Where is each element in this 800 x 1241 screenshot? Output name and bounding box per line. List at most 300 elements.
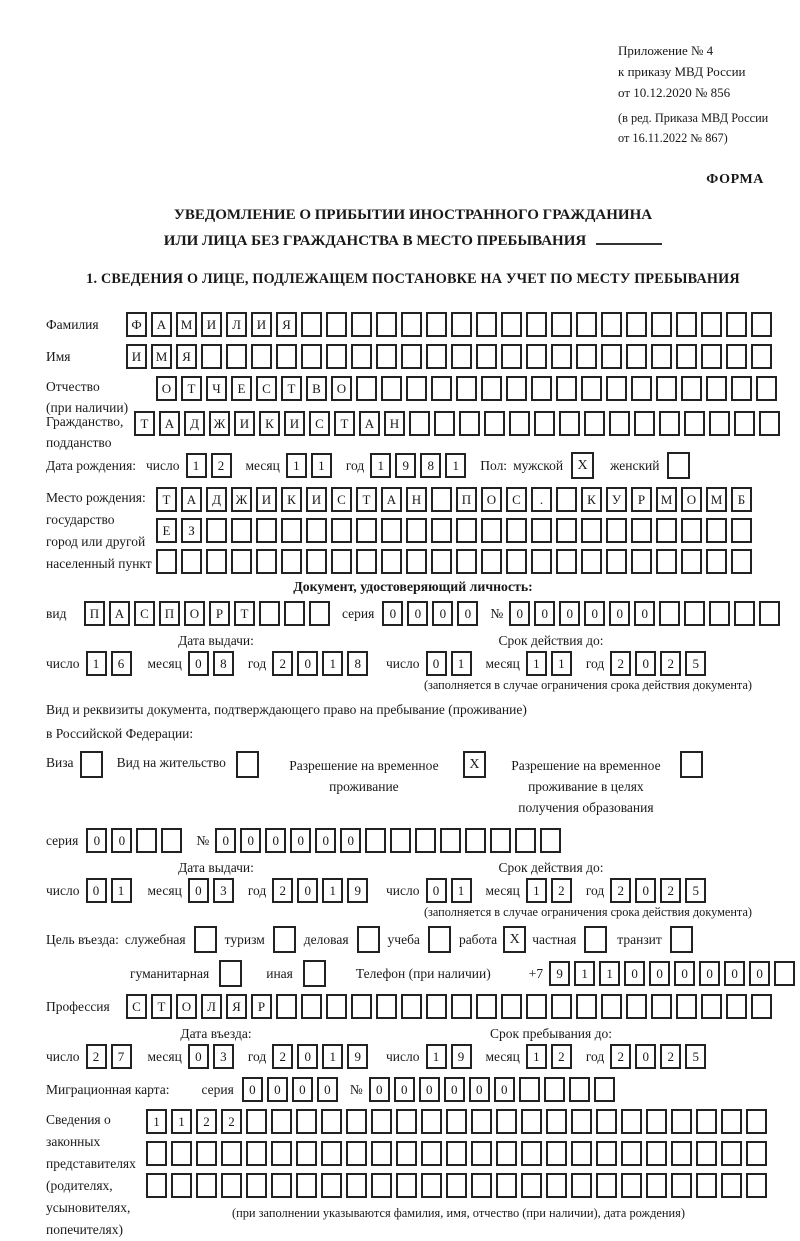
- char-cell[interactable]: [521, 1141, 542, 1166]
- char-cell[interactable]: 2: [551, 878, 572, 903]
- char-cell[interactable]: П: [159, 601, 180, 626]
- char-cell[interactable]: [426, 344, 447, 369]
- char-cell[interactable]: Д: [206, 487, 227, 512]
- char-cell[interactable]: [136, 828, 157, 853]
- char-cell[interactable]: 0: [265, 828, 286, 853]
- char-cell[interactable]: [606, 518, 627, 543]
- char-cell[interactable]: [751, 994, 772, 1019]
- char-cell[interactable]: [296, 1173, 317, 1198]
- purpose-checkbox-sluzhebnaya[interactable]: [194, 926, 217, 953]
- char-cell[interactable]: [446, 1109, 467, 1134]
- char-cell[interactable]: А: [181, 487, 202, 512]
- char-cell[interactable]: [476, 344, 497, 369]
- char-cell[interactable]: 8: [347, 651, 368, 676]
- char-cell[interactable]: Т: [334, 411, 355, 436]
- char-cell[interactable]: [406, 549, 427, 574]
- char-cell[interactable]: 0: [297, 651, 318, 676]
- char-cell[interactable]: 1: [311, 453, 332, 478]
- char-cell[interactable]: 1: [322, 651, 343, 676]
- char-cell[interactable]: [601, 312, 622, 337]
- char-cell[interactable]: [556, 518, 577, 543]
- char-cell[interactable]: 2: [272, 651, 293, 676]
- char-cell[interactable]: И: [284, 411, 305, 436]
- char-cell[interactable]: 0: [297, 878, 318, 903]
- char-cell[interactable]: [281, 549, 302, 574]
- char-cell[interactable]: 0: [724, 961, 745, 986]
- char-cell[interactable]: [551, 312, 572, 337]
- char-cell[interactable]: К: [581, 487, 602, 512]
- char-cell[interactable]: [534, 411, 555, 436]
- char-cell[interactable]: [696, 1173, 717, 1198]
- char-cell[interactable]: [576, 312, 597, 337]
- char-cell[interactable]: [146, 1173, 167, 1198]
- char-cell[interactable]: [646, 1109, 667, 1134]
- char-cell[interactable]: [531, 549, 552, 574]
- char-cell[interactable]: [181, 549, 202, 574]
- char-cell[interactable]: 1: [445, 453, 466, 478]
- char-cell[interactable]: [684, 601, 705, 626]
- char-cell[interactable]: [409, 411, 430, 436]
- char-cell[interactable]: [631, 518, 652, 543]
- char-cell[interactable]: [365, 828, 386, 853]
- char-cell[interactable]: [546, 1141, 567, 1166]
- char-cell[interactable]: Б: [731, 487, 752, 512]
- char-cell[interactable]: М: [656, 487, 677, 512]
- female-checkbox[interactable]: [667, 452, 690, 479]
- char-cell[interactable]: 0: [188, 878, 209, 903]
- char-cell[interactable]: [626, 994, 647, 1019]
- char-cell[interactable]: [731, 376, 752, 401]
- char-cell[interactable]: [721, 1173, 742, 1198]
- char-cell[interactable]: [321, 1173, 342, 1198]
- char-cell[interactable]: [501, 994, 522, 1019]
- char-cell[interactable]: 2: [86, 1044, 107, 1069]
- char-cell[interactable]: [161, 828, 182, 853]
- char-cell[interactable]: [371, 1141, 392, 1166]
- char-cell[interactable]: [681, 549, 702, 574]
- residence-permit-checkbox[interactable]: [236, 751, 259, 778]
- char-cell[interactable]: [481, 376, 502, 401]
- char-cell[interactable]: [634, 411, 655, 436]
- char-cell[interactable]: [540, 828, 561, 853]
- char-cell[interactable]: [721, 1141, 742, 1166]
- char-cell[interactable]: [476, 994, 497, 1019]
- char-cell[interactable]: [396, 1109, 417, 1134]
- char-cell[interactable]: Я: [226, 994, 247, 1019]
- char-cell[interactable]: [351, 994, 372, 1019]
- char-cell[interactable]: [201, 344, 222, 369]
- char-cell[interactable]: [326, 994, 347, 1019]
- char-cell[interactable]: [626, 344, 647, 369]
- char-cell[interactable]: Д: [184, 411, 205, 436]
- char-cell[interactable]: [301, 994, 322, 1019]
- char-cell[interactable]: [171, 1173, 192, 1198]
- char-cell[interactable]: [731, 518, 752, 543]
- char-cell[interactable]: [351, 312, 372, 337]
- char-cell[interactable]: [626, 312, 647, 337]
- char-cell[interactable]: [551, 344, 572, 369]
- char-cell[interactable]: Я: [276, 312, 297, 337]
- char-cell[interactable]: [421, 1141, 442, 1166]
- char-cell[interactable]: [271, 1141, 292, 1166]
- char-cell[interactable]: [571, 1173, 592, 1198]
- char-cell[interactable]: [701, 344, 722, 369]
- char-cell[interactable]: [515, 828, 536, 853]
- char-cell[interactable]: 1: [146, 1109, 167, 1134]
- char-cell[interactable]: [206, 549, 227, 574]
- char-cell[interactable]: 1: [426, 1044, 447, 1069]
- char-cell[interactable]: О: [331, 376, 352, 401]
- char-cell[interactable]: [609, 411, 630, 436]
- char-cell[interactable]: [490, 828, 511, 853]
- char-cell[interactable]: В: [306, 376, 327, 401]
- char-cell[interactable]: [501, 344, 522, 369]
- char-cell[interactable]: [656, 518, 677, 543]
- char-cell[interactable]: Ч: [206, 376, 227, 401]
- char-cell[interactable]: [584, 411, 605, 436]
- char-cell[interactable]: [426, 312, 447, 337]
- char-cell[interactable]: [596, 1141, 617, 1166]
- char-cell[interactable]: [519, 1077, 540, 1102]
- char-cell[interactable]: Т: [356, 487, 377, 512]
- char-cell[interactable]: [371, 1109, 392, 1134]
- char-cell[interactable]: А: [159, 411, 180, 436]
- char-cell[interactable]: [651, 344, 672, 369]
- char-cell[interactable]: 9: [549, 961, 570, 986]
- char-cell[interactable]: 0: [469, 1077, 490, 1102]
- char-cell[interactable]: [631, 549, 652, 574]
- purpose-checkbox-tranzit[interactable]: [670, 926, 693, 953]
- char-cell[interactable]: [221, 1173, 242, 1198]
- char-cell[interactable]: [196, 1173, 217, 1198]
- char-cell[interactable]: [696, 1109, 717, 1134]
- char-cell[interactable]: 0: [297, 1044, 318, 1069]
- char-cell[interactable]: 0: [188, 651, 209, 676]
- purpose-checkbox-chastnaya[interactable]: [584, 926, 607, 953]
- char-cell[interactable]: 1: [451, 651, 472, 676]
- char-cell[interactable]: Е: [156, 518, 177, 543]
- char-cell[interactable]: [506, 376, 527, 401]
- char-cell[interactable]: 1: [599, 961, 620, 986]
- char-cell[interactable]: [706, 518, 727, 543]
- char-cell[interactable]: 2: [660, 651, 681, 676]
- char-cell[interactable]: [431, 549, 452, 574]
- char-cell[interactable]: 0: [111, 828, 132, 853]
- char-cell[interactable]: [471, 1141, 492, 1166]
- char-cell[interactable]: [246, 1141, 267, 1166]
- purpose-checkbox-turizm[interactable]: [273, 926, 296, 953]
- char-cell[interactable]: [396, 1141, 417, 1166]
- char-cell[interactable]: [401, 994, 422, 1019]
- char-cell[interactable]: [756, 376, 777, 401]
- char-cell[interactable]: [701, 312, 722, 337]
- char-cell[interactable]: [726, 312, 747, 337]
- char-cell[interactable]: 0: [317, 1077, 338, 1102]
- char-cell[interactable]: [496, 1173, 517, 1198]
- char-cell[interactable]: [231, 518, 252, 543]
- char-cell[interactable]: [431, 487, 452, 512]
- char-cell[interactable]: 3: [213, 878, 234, 903]
- char-cell[interactable]: [569, 1077, 590, 1102]
- char-cell[interactable]: 1: [286, 453, 307, 478]
- char-cell[interactable]: [146, 1141, 167, 1166]
- char-cell[interactable]: [546, 1173, 567, 1198]
- char-cell[interactable]: [459, 411, 480, 436]
- char-cell[interactable]: [440, 828, 461, 853]
- char-cell[interactable]: Н: [406, 487, 427, 512]
- char-cell[interactable]: С: [309, 411, 330, 436]
- char-cell[interactable]: [521, 1173, 542, 1198]
- char-cell[interactable]: [309, 601, 330, 626]
- char-cell[interactable]: Р: [209, 601, 230, 626]
- char-cell[interactable]: 2: [551, 1044, 572, 1069]
- char-cell[interactable]: [276, 994, 297, 1019]
- char-cell[interactable]: [734, 601, 755, 626]
- char-cell[interactable]: [434, 411, 455, 436]
- char-cell[interactable]: [431, 518, 452, 543]
- char-cell[interactable]: [706, 549, 727, 574]
- char-cell[interactable]: [346, 1173, 367, 1198]
- char-cell[interactable]: Я: [176, 344, 197, 369]
- char-cell[interactable]: И: [256, 487, 277, 512]
- char-cell[interactable]: 1: [526, 878, 547, 903]
- char-cell[interactable]: 2: [221, 1109, 242, 1134]
- char-cell[interactable]: [506, 518, 527, 543]
- char-cell[interactable]: [206, 518, 227, 543]
- char-cell[interactable]: [681, 518, 702, 543]
- char-cell[interactable]: 2: [196, 1109, 217, 1134]
- char-cell[interactable]: [356, 376, 377, 401]
- char-cell[interactable]: И: [234, 411, 255, 436]
- char-cell[interactable]: 9: [451, 1044, 472, 1069]
- char-cell[interactable]: [596, 1173, 617, 1198]
- char-cell[interactable]: [571, 1109, 592, 1134]
- char-cell[interactable]: 8: [420, 453, 441, 478]
- char-cell[interactable]: [446, 1173, 467, 1198]
- char-cell[interactable]: [709, 411, 730, 436]
- char-cell[interactable]: [246, 1109, 267, 1134]
- char-cell[interactable]: [276, 344, 297, 369]
- char-cell[interactable]: П: [84, 601, 105, 626]
- char-cell[interactable]: [551, 994, 572, 1019]
- char-cell[interactable]: 0: [699, 961, 720, 986]
- char-cell[interactable]: [759, 411, 780, 436]
- char-cell[interactable]: А: [381, 487, 402, 512]
- char-cell[interactable]: [226, 344, 247, 369]
- char-cell[interactable]: 0: [267, 1077, 288, 1102]
- purpose-checkbox-delovaya[interactable]: [357, 926, 380, 953]
- char-cell[interactable]: [581, 518, 602, 543]
- char-cell[interactable]: 2: [660, 1044, 681, 1069]
- char-cell[interactable]: 0: [369, 1077, 390, 1102]
- char-cell[interactable]: Т: [156, 487, 177, 512]
- char-cell[interactable]: [346, 1109, 367, 1134]
- char-cell[interactable]: Т: [181, 376, 202, 401]
- purpose-checkbox-gumanitarnaya[interactable]: [219, 960, 242, 987]
- purpose-checkbox-ucheba[interactable]: [428, 926, 451, 953]
- char-cell[interactable]: [256, 549, 277, 574]
- char-cell[interactable]: Т: [234, 601, 255, 626]
- char-cell[interactable]: [621, 1141, 642, 1166]
- char-cell[interactable]: [696, 1141, 717, 1166]
- char-cell[interactable]: О: [176, 994, 197, 1019]
- char-cell[interactable]: 0: [749, 961, 770, 986]
- char-cell[interactable]: С: [256, 376, 277, 401]
- char-cell[interactable]: [296, 1141, 317, 1166]
- char-cell[interactable]: [659, 411, 680, 436]
- char-cell[interactable]: 5: [685, 651, 706, 676]
- char-cell[interactable]: З: [181, 518, 202, 543]
- char-cell[interactable]: [421, 1109, 442, 1134]
- char-cell[interactable]: 0: [394, 1077, 415, 1102]
- char-cell[interactable]: [656, 376, 677, 401]
- char-cell[interactable]: [321, 1109, 342, 1134]
- char-cell[interactable]: [381, 376, 402, 401]
- char-cell[interactable]: [456, 376, 477, 401]
- char-cell[interactable]: [676, 344, 697, 369]
- char-cell[interactable]: 2: [610, 878, 631, 903]
- char-cell[interactable]: Р: [251, 994, 272, 1019]
- char-cell[interactable]: Т: [151, 994, 172, 1019]
- char-cell[interactable]: 2: [272, 1044, 293, 1069]
- char-cell[interactable]: [156, 549, 177, 574]
- char-cell[interactable]: [296, 1109, 317, 1134]
- char-cell[interactable]: 1: [322, 1044, 343, 1069]
- char-cell[interactable]: 1: [526, 651, 547, 676]
- char-cell[interactable]: [731, 549, 752, 574]
- char-cell[interactable]: И: [201, 312, 222, 337]
- char-cell[interactable]: [506, 549, 527, 574]
- char-cell[interactable]: 0: [426, 878, 447, 903]
- char-cell[interactable]: 0: [215, 828, 236, 853]
- char-cell[interactable]: [546, 1109, 567, 1134]
- char-cell[interactable]: [451, 994, 472, 1019]
- char-cell[interactable]: [256, 518, 277, 543]
- char-cell[interactable]: [774, 961, 795, 986]
- char-cell[interactable]: 0: [635, 1044, 656, 1069]
- char-cell[interactable]: [684, 411, 705, 436]
- char-cell[interactable]: [306, 518, 327, 543]
- char-cell[interactable]: [171, 1141, 192, 1166]
- char-cell[interactable]: [521, 1109, 542, 1134]
- char-cell[interactable]: [381, 549, 402, 574]
- char-cell[interactable]: 0: [635, 651, 656, 676]
- char-cell[interactable]: [556, 549, 577, 574]
- char-cell[interactable]: [481, 518, 502, 543]
- char-cell[interactable]: 0: [242, 1077, 263, 1102]
- char-cell[interactable]: [406, 376, 427, 401]
- char-cell[interactable]: [726, 994, 747, 1019]
- char-cell[interactable]: [456, 518, 477, 543]
- char-cell[interactable]: 0: [584, 601, 605, 626]
- char-cell[interactable]: [621, 1109, 642, 1134]
- char-cell[interactable]: 9: [347, 1044, 368, 1069]
- char-cell[interactable]: 0: [407, 601, 428, 626]
- char-cell[interactable]: 1: [322, 878, 343, 903]
- char-cell[interactable]: [671, 1109, 692, 1134]
- char-cell[interactable]: Л: [201, 994, 222, 1019]
- char-cell[interactable]: [326, 344, 347, 369]
- char-cell[interactable]: 0: [340, 828, 361, 853]
- char-cell[interactable]: [701, 994, 722, 1019]
- char-cell[interactable]: И: [306, 487, 327, 512]
- char-cell[interactable]: С: [126, 994, 147, 1019]
- char-cell[interactable]: [271, 1109, 292, 1134]
- char-cell[interactable]: [746, 1141, 767, 1166]
- char-cell[interactable]: 0: [382, 601, 403, 626]
- char-cell[interactable]: [526, 344, 547, 369]
- char-cell[interactable]: 1: [111, 878, 132, 903]
- char-cell[interactable]: [751, 312, 772, 337]
- char-cell[interactable]: [544, 1077, 565, 1102]
- char-cell[interactable]: 0: [634, 601, 655, 626]
- char-cell[interactable]: 9: [347, 878, 368, 903]
- char-cell[interactable]: [571, 1141, 592, 1166]
- char-cell[interactable]: [734, 411, 755, 436]
- char-cell[interactable]: 1: [526, 1044, 547, 1069]
- char-cell[interactable]: [581, 549, 602, 574]
- char-cell[interactable]: 0: [534, 601, 555, 626]
- char-cell[interactable]: [576, 994, 597, 1019]
- char-cell[interactable]: [656, 549, 677, 574]
- char-cell[interactable]: 1: [574, 961, 595, 986]
- char-cell[interactable]: [681, 376, 702, 401]
- char-cell[interactable]: 0: [457, 601, 478, 626]
- char-cell[interactable]: [356, 518, 377, 543]
- char-cell[interactable]: [526, 312, 547, 337]
- char-cell[interactable]: [726, 344, 747, 369]
- char-cell[interactable]: И: [126, 344, 147, 369]
- temp-residence-checkbox[interactable]: X: [463, 751, 486, 778]
- char-cell[interactable]: 0: [649, 961, 670, 986]
- char-cell[interactable]: [231, 549, 252, 574]
- char-cell[interactable]: А: [151, 312, 172, 337]
- char-cell[interactable]: [471, 1173, 492, 1198]
- char-cell[interactable]: [259, 601, 280, 626]
- char-cell[interactable]: 0: [240, 828, 261, 853]
- char-cell[interactable]: [376, 344, 397, 369]
- char-cell[interactable]: [246, 1173, 267, 1198]
- char-cell[interactable]: Ж: [231, 487, 252, 512]
- char-cell[interactable]: [451, 312, 472, 337]
- char-cell[interactable]: 0: [419, 1077, 440, 1102]
- char-cell[interactable]: [646, 1173, 667, 1198]
- char-cell[interactable]: [396, 1173, 417, 1198]
- char-cell[interactable]: [371, 1173, 392, 1198]
- visa-checkbox[interactable]: [80, 751, 103, 778]
- char-cell[interactable]: [351, 344, 372, 369]
- char-cell[interactable]: [471, 1109, 492, 1134]
- char-cell[interactable]: 0: [432, 601, 453, 626]
- char-cell[interactable]: [431, 376, 452, 401]
- char-cell[interactable]: [651, 312, 672, 337]
- purpose-checkbox-inaya[interactable]: [303, 960, 326, 987]
- char-cell[interactable]: 5: [685, 1044, 706, 1069]
- char-cell[interactable]: [556, 487, 577, 512]
- char-cell[interactable]: У: [606, 487, 627, 512]
- char-cell[interactable]: [671, 1173, 692, 1198]
- char-cell[interactable]: Т: [134, 411, 155, 436]
- char-cell[interactable]: [446, 1141, 467, 1166]
- char-cell[interactable]: [721, 1109, 742, 1134]
- char-cell[interactable]: С: [134, 601, 155, 626]
- char-cell[interactable]: [326, 312, 347, 337]
- char-cell[interactable]: [601, 994, 622, 1019]
- char-cell[interactable]: [751, 344, 772, 369]
- char-cell[interactable]: [376, 994, 397, 1019]
- char-cell[interactable]: Т: [281, 376, 302, 401]
- char-cell[interactable]: [606, 376, 627, 401]
